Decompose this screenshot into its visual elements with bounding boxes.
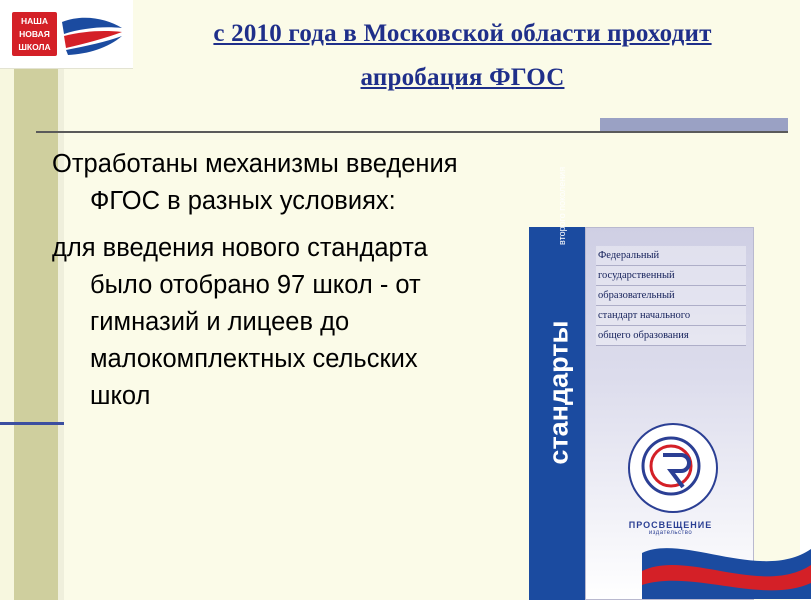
header-rule-block — [600, 118, 788, 131]
header-rule — [36, 131, 788, 133]
book-front-face — [585, 227, 754, 600]
paragraph-2-line-1: для введения нового стандарта — [52, 234, 428, 262]
publisher-name: ПРОСВЕЩЕНИЕ — [628, 520, 713, 530]
logo-container — [0, 0, 133, 69]
left-decor-band-outer — [0, 0, 14, 600]
slide-header — [140, 12, 785, 100]
slide-body — [52, 146, 562, 415]
book-wave-decor — [642, 513, 811, 599]
paragraph-1 — [52, 146, 562, 220]
book-title-lines — [596, 246, 746, 346]
paragraph-1-line-2: ФГОС в разных условиях: — [90, 187, 396, 215]
header-line-2: апробация ФГОС — [360, 64, 565, 91]
book-spine — [529, 166, 585, 600]
paragraph-2-line-2: было отобрано 97 школ - от — [90, 271, 421, 299]
book-title-line: общего образования — [596, 326, 746, 346]
paragraph-2 — [52, 230, 562, 415]
left-accent-line — [0, 422, 64, 425]
book-title-line: Федеральный — [596, 246, 746, 266]
book-cover-image — [529, 166, 754, 600]
book-emblem-icon — [628, 423, 718, 513]
paragraph-2-line-5: школ — [90, 382, 151, 410]
book-title-line: образовательный — [596, 286, 746, 306]
book-spine-title: стандарты — [543, 320, 574, 465]
logo-text-block: НАША НОВАЯ ШКОЛА — [12, 12, 57, 56]
logo-inner — [8, 6, 128, 62]
book-title-line: государственный — [596, 266, 746, 286]
book-spine-subtitle: второго поколения — [557, 166, 567, 245]
book-title-line: стандарт начального — [596, 306, 746, 326]
swoosh-icon — [60, 12, 124, 56]
paragraph-1-line-1: Отработаны механизмы введения — [52, 150, 458, 178]
header-line-1: с 2010 года в Московской области проходит — [213, 20, 712, 47]
paragraph-2-line-3: гимназий и лицеев до — [90, 308, 350, 336]
paragraph-2-line-4: малокомплектных сельских — [90, 345, 418, 373]
publisher-subtitle: издательство — [648, 530, 693, 536]
